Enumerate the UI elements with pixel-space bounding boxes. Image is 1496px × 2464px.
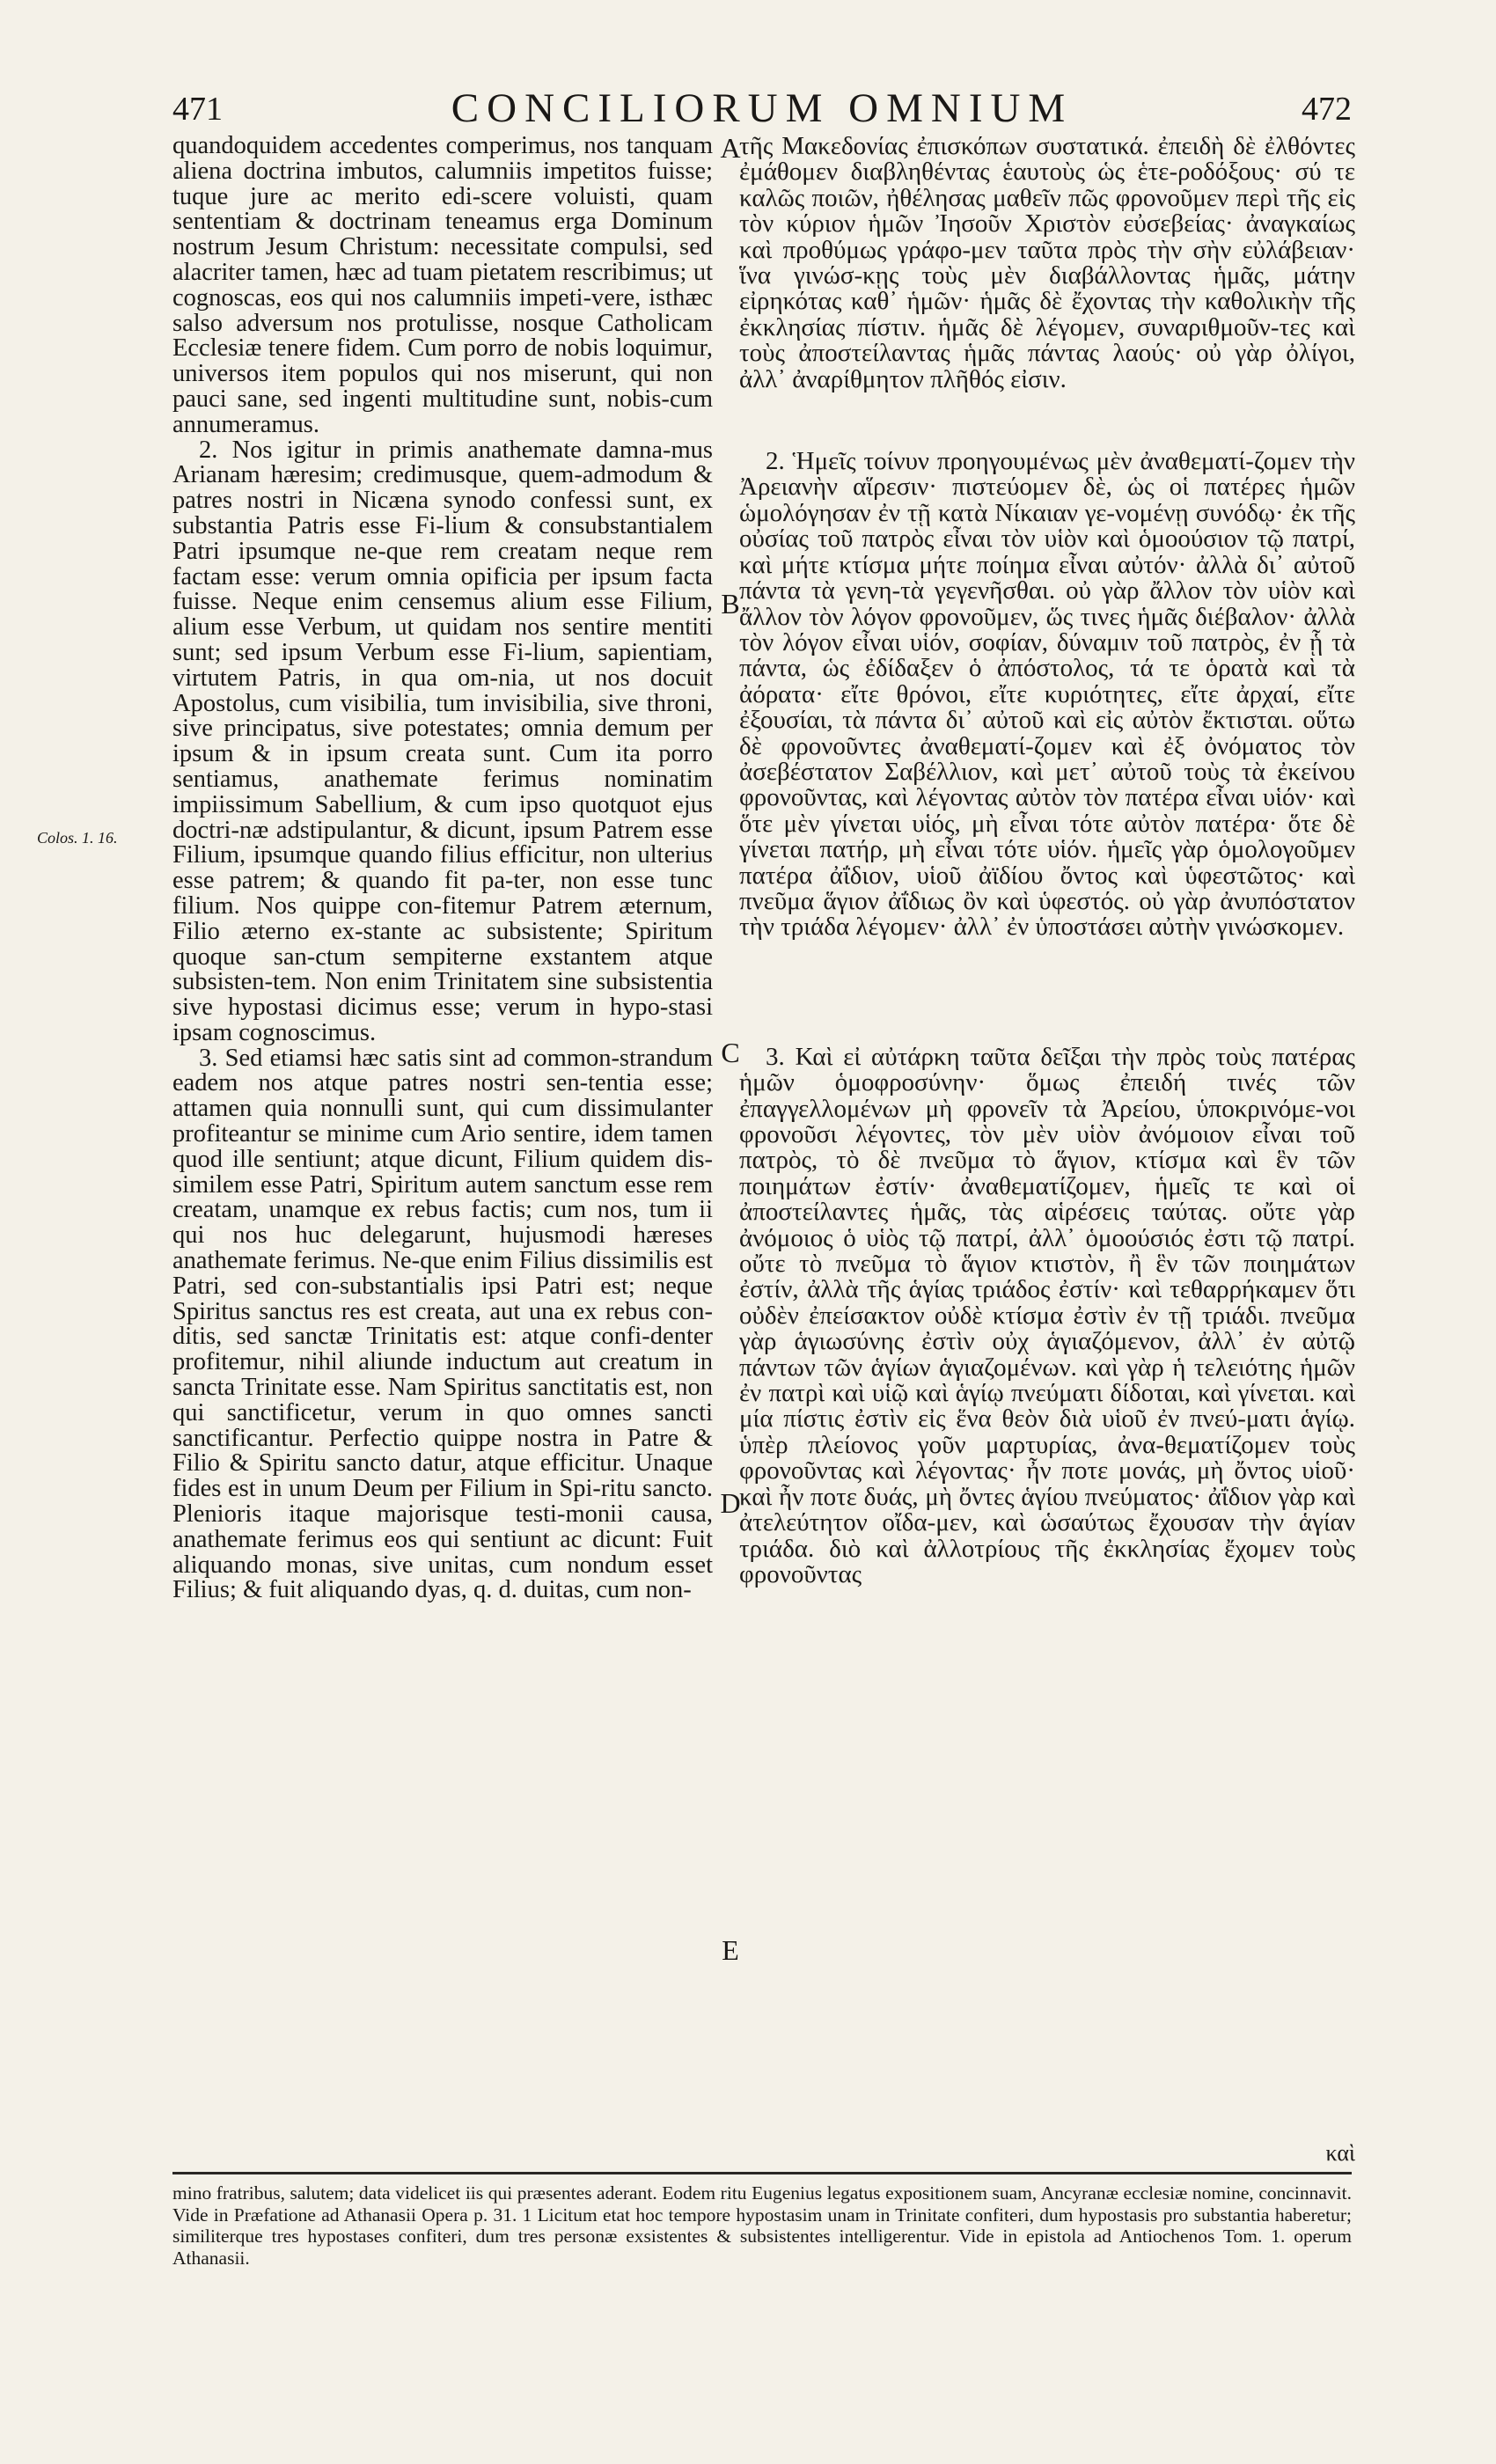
- greek-column: [739, 134, 1355, 2138]
- greek-paragraph-intro: τῆς Μακεδονίας ἐπισκόπων συστατικά. ἐπειδὴ δὲ ἐλθόντες ἐμάθομεν διαβληθέντας ἑαυτοὺς ὡς ἑτε-ροδόξους· σύ τε καλῶς ποιῶν, ἠθέλησας μαθεῖν πῶς φρονοῦμεν περὶ τῆς εἰς τὸν κύριον ἡμῶν Ἰησοῦν Χριστὸν εὐσεβείας· ἀναγκαίως καὶ προθύμως γράφο-μεν ταῦτα πρὸς τὴν σὴν εὐλάβειαν· ἵνα γινώσ-κῃς τοὺς μὲν διαβάλλοντας ἡμᾶς, μάτην εἰρηκότας καθ᾽ ἡμῶν· ἡμᾶς δὲ ἔχοντας τὴν καθολικὴν τῆς ἐκκλησίας πίστιν. ἡμᾶς δὲ λέγομεν, συναριθμοῦν-τες καὶ τοὺς ἀποστείλαντας ἡμᾶς πάντας λαούς· οὐ γὰρ ὀλίγοι, ἀλλ᾽ ἀναρίθμητον πλῆθός εἰσιν.: [739, 134, 1355, 393]
- running-title: CONCILIORUM OMNIUM: [451, 85, 1074, 131]
- latin-paragraph-intro: quandoquidem accedentes comperimus, nos tanquam aliena doctrina imbutos, calumniis impetitos fuisse; tuque jure ac merito edi-scere voluisti, quam sententiam & doctrinam teneamus erga Dominum nostrum Jesum Christum: necessitate compulsi, sed alacriter tamen, hæc ad tuam pietatem rescribimus; ut cognoscas, eos qui nos calumniis impeti-vere, isthæc salso adversum nos protulisse, nosque Catholicam Ecclesiæ tenere fidem. Cum porro de nobis loquimur, universos item populos qui nos miserunt, qui non pauci sane, sed ingenti multitudine sunt, nobis-cum annumeramus.: [172, 134, 713, 438]
- latin-column: [172, 134, 713, 2138]
- section-marker-b: B: [721, 588, 740, 620]
- latin-paragraph-2: 2. Nos igitur in primis anathemate damna-mus Arianam hæresim; credimusque, quem-admodum & patres nostri in Nicæna synodo confessi sunt, ex substantia Patris esse Fi-lium & consubstantialem Patri ipsumque ne-que rem creatam neque rem factam esse: verum omnia opificia per ipsum facta fuisse. Neque enim censemus alium esse Filium, alium esse Verbum, ut quidam nos sentire mentiti sunt; sed ipsum Verbum esse Fi-lium, sapientiam, virtutem Patris, in qua om-nia, ut nos docuit Apostolus, cum visibilia, tum invisibilia, sive throni, sive principatus, sive potestates; omnia demum per ipsum & in ipsum creata sunt. Cum ita porro sentiamus, anathemate ferimus nominatim impiissimum Sabellium, & cum ipso quotquot ejus doctri-næ adstipulantur, & dicunt, ipsum Patrem esse Filium, ipsumque quando filius efficitur, non ulterius esse patrem; & quando fit pa-ter, non esse tunc filium. Nos quippe con-fitemur Patrem æternum, Filio æterno ex-stante ac subsistente; Spiritum quoque san-ctum sempiterne exstantem atque subsisten-tem. Non enim Trinitatem sine subsistentia sive hypostasi dicimus esse; verum in hypo-stasi ipsam cognoscimus.: [172, 436, 713, 1046]
- greek-paragraph-3: 3. Καὶ εἰ αὐτάρκη ταῦτα δεῖξαι τὴν πρὸς τοὺς πατέρας ἡμῶν ὁμοφροσύνην· ὅμως ἐπειδή τινές τῶν ἐπαγγελλομένων μὴ φρονεῖν τὰ Ἀρείου, ὑποκρινόμε-νοι φρονοῦσι λέγοντες, τὸν μὲν υἱὸν ἀνόμοιον εἶναι τοῦ πατρὸς, τὸ δὲ πνεῦμα τὸ ἅγιον, κτίσμα καὶ ἓν τῶν ποιημάτων ἐστίν· ἀναθεματίζομεν, ἡμεῖς τε καὶ οἱ ἀποστείλαντες ἡμᾶς, τὰς αἱρέσεις ταύτας. οὔτε γὰρ ἀνόμοιος ὁ υἱὸς τῷ πατρί, ἀλλ᾽ ὁμοούσιός ἐστι τῷ πατρί. οὔτε τὸ πνεῦμα τὸ ἅγιον κτιστὸν, ἢ ἓν τῶν ποιημάτων ἐστίν, ἀλλὰ τῆς ἁγίας τριάδος ἐστίν· καὶ τεθαρρήκαμεν ὅτι οὐδὲν ἐπείσακτον οὐδὲ κτίσμα ἐστὶν ἐν τῇ τριάδι. πνεῦμα γὰρ ἁγιωσύνης ἐστὶν οὐχ ἁγιαζόμενον, ἀλλ᾽ ἐν αὐτῷ πάντων τῶν ἁγίων ἁγιαζομένων. καὶ γὰρ ἡ τελειότης ἡμῶν ἐν πατρὶ καὶ υἱῷ καὶ ἁγίῳ πνεύματι δίδοται, καὶ γίνεται. καὶ μία πίστις ἐστὶν εἰς ἕνα θεὸν διὰ υἱοῦ ἐν πνεύ-ματι ἁγίῳ. ὑπὲρ πλείονος γοῦν μαρτυρίας, ἀνα-θεματίζομεν τοὺς φρονοῦντας καὶ λέγοντας· ἦν ποτε μονάς, μὴ ὄντος υἱοῦ· καὶ ἦν ποτε δυάς, μὴ ὄντες ἁγίου πνεύματος· ἀΐδιον γὰρ καὶ ἀτελεύτητον οἴδα-μεν, καὶ ὡσαύτως ἔχουσαν τὴν ἁγίαν τριάδα. διὸ καὶ ἀλλοτρίους τῆς ἐκκλησίας ἔχομεν τοὺς φρονοῦντας: [739, 1042, 1355, 1588]
- footnote-rule: [172, 2172, 1352, 2174]
- footnotes: mino fratribus, salutem; data videlicet iis qui præsentes aderant. Eodem ritu Eugenius legatus expositionem suam, Ancyranæ ecclesiæ nomine, concinnavit. Vide in Præfatione ad Athanasii Opera p. 31. 1 Licitum etat hoc tempore hypostasim unam in Trinitate confiteri, dum hypostasis pro substantia haberetur; similiterque tres hypostases confiteri, dum tres personæ exsistentes & subsistentes intelligerentur. Vide in epistola ad Antiochenos Tom. 1. operum Athanasii.: [172, 2182, 1352, 2269]
- section-marker-e: E: [722, 1934, 739, 1966]
- margin-note: Colos. 1. 16.: [37, 829, 118, 847]
- greek-paragraph-2: 2. Ἡμεῖς τοίνυν προηγουμένως μὲν ἀναθεματί-ζομεν τὴν Ἀρειανὴν αἵρεσιν· πιστεύομεν δὲ, ὡς οἱ πατέρες ἡμῶν ὡμολόγησαν ἐν τῇ κατὰ Νίκαιαν γε-νομένῃ συνόδῳ· ἐκ τῆς οὐσίας τοῦ πατρὸς εἶναι τὸν υἱὸν καὶ ὁμοούσιον τῷ πατρί, καὶ μήτε κτίσμα μήτε ποίημα εἶναι αὐτόν· ἀλλὰ δι᾽ αὐτοῦ πάντα τὰ γενη-τὰ γεγενῆσθαι. οὐ γὰρ ἄλλον τὸν υἱὸν καὶ ἄλλον τὸν λόγον φρονοῦμεν, ὥς τινες ἡμᾶς διέβαλον· ἀλλὰ τὸν λόγον εἶναι υἱόν, σοφίαν, δύναμιν τοῦ πατρὸς, ἐν ᾗ τὰ πάντα, ὡς ἐδίδαξεν ὁ ἀπόστολος, τά τε ὁρατὰ καὶ τὰ ἀόρατα· εἴτε θρόνοι, εἴτε κυριότητες, εἴτε ἀρχαί, εἴτε ἐξουσίαι, τὰ πάντα δι᾽ αὐτοῦ καὶ εἰς αὐτὸν ἔκτισται. οὕτω δὲ φρονοῦντες ἀναθεματί-ζομεν καὶ ἐξ ὀνόματος τὸν ἀσεβέστατον Σαβέλλιον, καὶ μετ᾽ αὐτοῦ τοὺς τὰ ἐκείνου φρονοῦντας, καὶ λέγοντας αὐτὸν τὸν πατέρα εἶναι υἱόν· καὶ ὅτε μὲν γίνεται υἱός, μὴ εἶναι τότε αὐτὸν πατέρα· ὅτε δὲ γίνεται πατήρ, μὴ εἶναι τότε υἱόν. ἡμεῖς γὰρ ὁμολογοῦμεν πατέρα ἀΐδιον, υἱοῦ ἀϊδίου ὄντος καὶ ὑφεστῶτος· καὶ πνεῦμα ἅγιον ἀΐδιως ὂν καὶ ὑφεστός. οὐ γὰρ ἀνυπόστατον τὴν τριάδα λέγομεν· ἀλλ᾽ ἐν ὑποστάσει αὐτὴν γινώσκομεν.: [739, 447, 1355, 942]
- section-marker-c: C: [721, 1037, 740, 1068]
- page-header: [172, 84, 1352, 137]
- page-number-right: 472: [1302, 91, 1352, 128]
- catchword: καὶ: [1325, 2140, 1355, 2166]
- section-marker-a: A: [720, 132, 741, 164]
- page-number-left: 471: [172, 91, 223, 128]
- section-marker-d: D: [720, 1487, 741, 1519]
- latin-paragraph-3: 3. Sed etiamsi hæc satis sint ad common-strandum eadem nos atque patres nostri sen-tentia esse; attamen quia nonnulli sunt, qui cum dissimulanter profiteantur se minime cum Ario sentire, idem tamen quod ille sentiunt; atque dicunt, Filium quidem dis-similem esse Patri, Spiritum autem sanctum esse rem creatam, unamque ex rebus factis; cum nos, tum ii qui nos huc delegarunt, hujusmodi hæreses anathemate ferimus. Ne-que enim Filius dissimilis est Patri, sed con-substantialis ipsi Patri est; neque Spiritus sanctus res est creata, aut una ex rebus con-ditis, sed sanctæ Trinitatis est: atque confi-denter profitemur, nihil aliunde inductum aut creatum in sancta Trinitate esse. Nam Spiritus sanctitatis est, non qui sanctificetur, verum in quo omnes sancti sanctificantur. Perfectio quippe nostra in Patre & Filio & Spiritu sancto datur, atque efficitur. Unaque fides est in unum Deum per Filium in Spi-ritu sancto. Plenioris itaque majorisque testi-monii causa, anathemate ferimus eos qui sentiunt ac dicunt: Fuit aliquando monas, sive unitas, cum nondum esset Filius; & fuit aliquando dyas, q. d. duitas, cum non-: [172, 1044, 713, 1604]
